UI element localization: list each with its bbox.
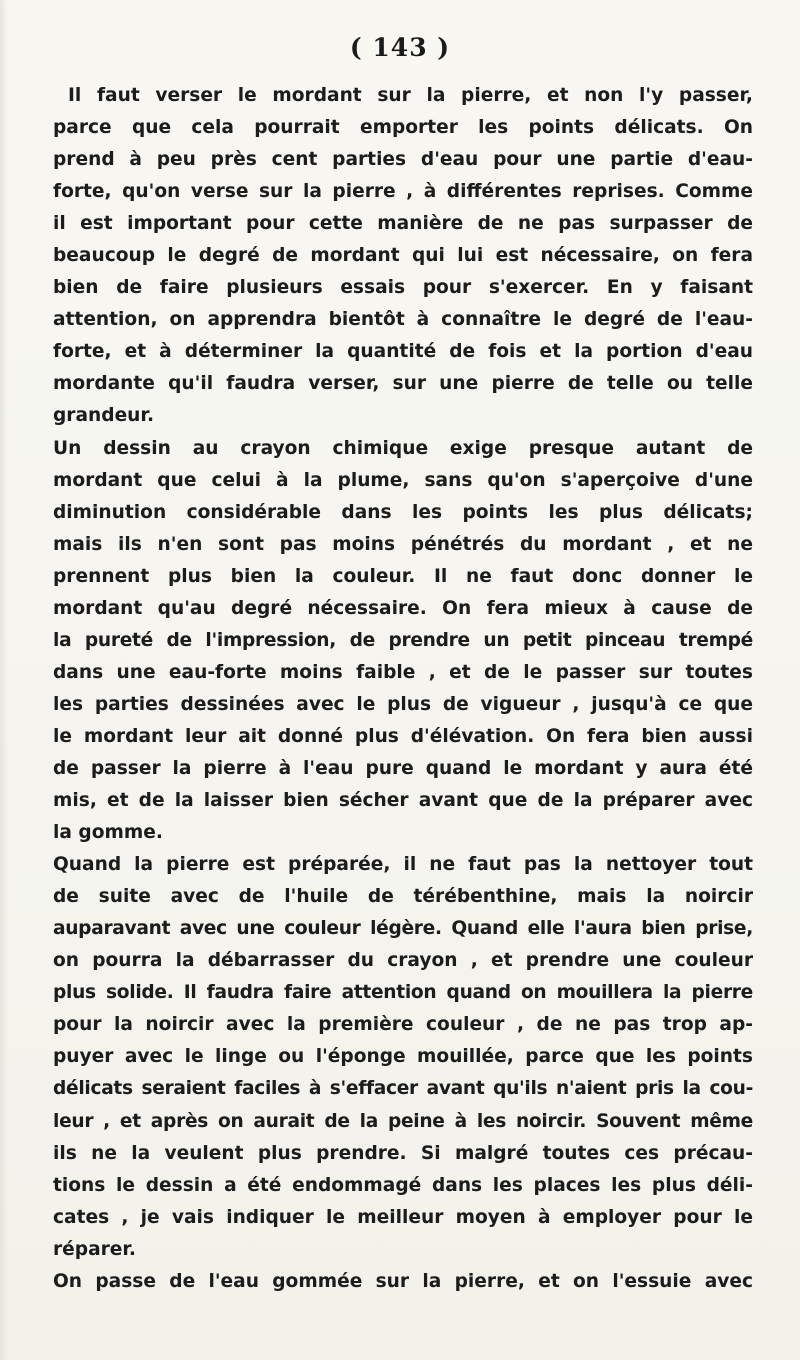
text-line: mordant que celui à la plume, sans qu'on s'aperçoive d'une bbox=[53, 469, 753, 491]
page-number: ( 143 ) bbox=[349, 33, 451, 62]
text-line: la gomme. bbox=[53, 822, 163, 844]
text-line: de suite avec de l'huile de térébenthine, mais la noircir bbox=[53, 886, 753, 908]
text-line: Quand la pierre est préparée, il ne faut pas la nettoyer tout bbox=[53, 854, 753, 876]
text-line: pour la noircir avec la première couleur , de ne pas trop ap- bbox=[53, 1014, 753, 1036]
text-line: attention, on apprendra bientôt à connaître le degré de l'eau- bbox=[53, 309, 753, 331]
body-text bbox=[53, 80, 753, 1298]
text-line: prennent plus bien la couleur. Il ne faut donc donner le bbox=[53, 565, 753, 587]
text-line: ils ne la veulent plus prendre. Si malgré toutes ces précau- bbox=[53, 1142, 753, 1164]
text-line: leur , et après on aurait de la peine à les noircir. Souvent même bbox=[53, 1110, 753, 1132]
text-line: il est important pour cette manière de ne pas surpasser de bbox=[53, 213, 753, 235]
text-line: la pureté de l'impression, de prendre un petit pinceau trempé bbox=[53, 629, 753, 651]
text-line: forte, qu'on verse sur la pierre , à différentes reprises. Comme bbox=[53, 181, 753, 203]
text-line: on pourra la débarrasser du crayon , et prendre une couleur bbox=[53, 950, 753, 972]
text-line: Il faut verser le mordant sur la pierre, et non l'y passer, bbox=[68, 85, 753, 106]
text-line: mis, et de la laisser bien sécher avant que de la préparer avec bbox=[53, 790, 753, 812]
text-line: Un dessin au crayon chimique exige presque autant de bbox=[53, 437, 753, 459]
text-line: bien de faire plusieurs essais pour s'exercer. En y faisant bbox=[53, 277, 753, 299]
text-line: réparer. bbox=[53, 1238, 136, 1260]
text-line: prend à peu près cent parties d'eau pour une partie d'eau- bbox=[53, 149, 753, 171]
text-line: délicats seraient faciles à s'effacer avant qu'ils n'aient pris la cou- bbox=[53, 1078, 753, 1100]
text-line: mordante qu'il faudra verser, sur une pierre de telle ou telle bbox=[53, 373, 753, 395]
text-line: beaucoup le degré de mordant qui lui est nécessaire, on fera bbox=[53, 245, 753, 267]
text-line: auparavant avec une couleur légère. Quand elle l'aura bien prise, bbox=[53, 918, 753, 940]
text-line: plus solide. Il faudra faire attention quand on mouillera la pierre bbox=[53, 982, 753, 1004]
text-line: le mordant leur ait donné plus d'élévation. On fera bien aussi bbox=[53, 725, 753, 747]
text-line: diminution considérable dans les points les plus délicats; bbox=[53, 501, 753, 523]
text-line: mais ils n'en sont pas moins pénétrés du mordant , et ne bbox=[53, 533, 753, 555]
text-line: puyer avec le linge ou l'éponge mouillée, parce que les points bbox=[53, 1046, 753, 1068]
text-line: mordant qu'au degré nécessaire. On fera mieux à cause de bbox=[53, 597, 753, 619]
text-line: dans une eau-forte moins faible , et de le passer sur toutes bbox=[53, 661, 753, 683]
text-line: les parties dessinées avec le plus de vigueur , jusqu'à ce que bbox=[53, 693, 753, 715]
text-line: parce que cela pourrait emporter les points délicats. On bbox=[53, 117, 753, 139]
page-edge-shadow bbox=[0, 0, 8, 1360]
text-line: tions le dessin a été endommagé dans les places les plus déli- bbox=[53, 1174, 753, 1196]
text-line: forte, et à déterminer la quantité de fois et la portion d'eau bbox=[53, 341, 753, 363]
text-line: de passer la pierre à l'eau pure quand le mordant y aura été bbox=[53, 757, 753, 779]
text-line: cates , je vais indiquer le meilleur moyen à employer pour le bbox=[53, 1206, 753, 1228]
text-line: grandeur. bbox=[53, 405, 155, 427]
text-line: On passe de l'eau gommée sur la pierre, et on l'essuie avec bbox=[53, 1270, 753, 1292]
